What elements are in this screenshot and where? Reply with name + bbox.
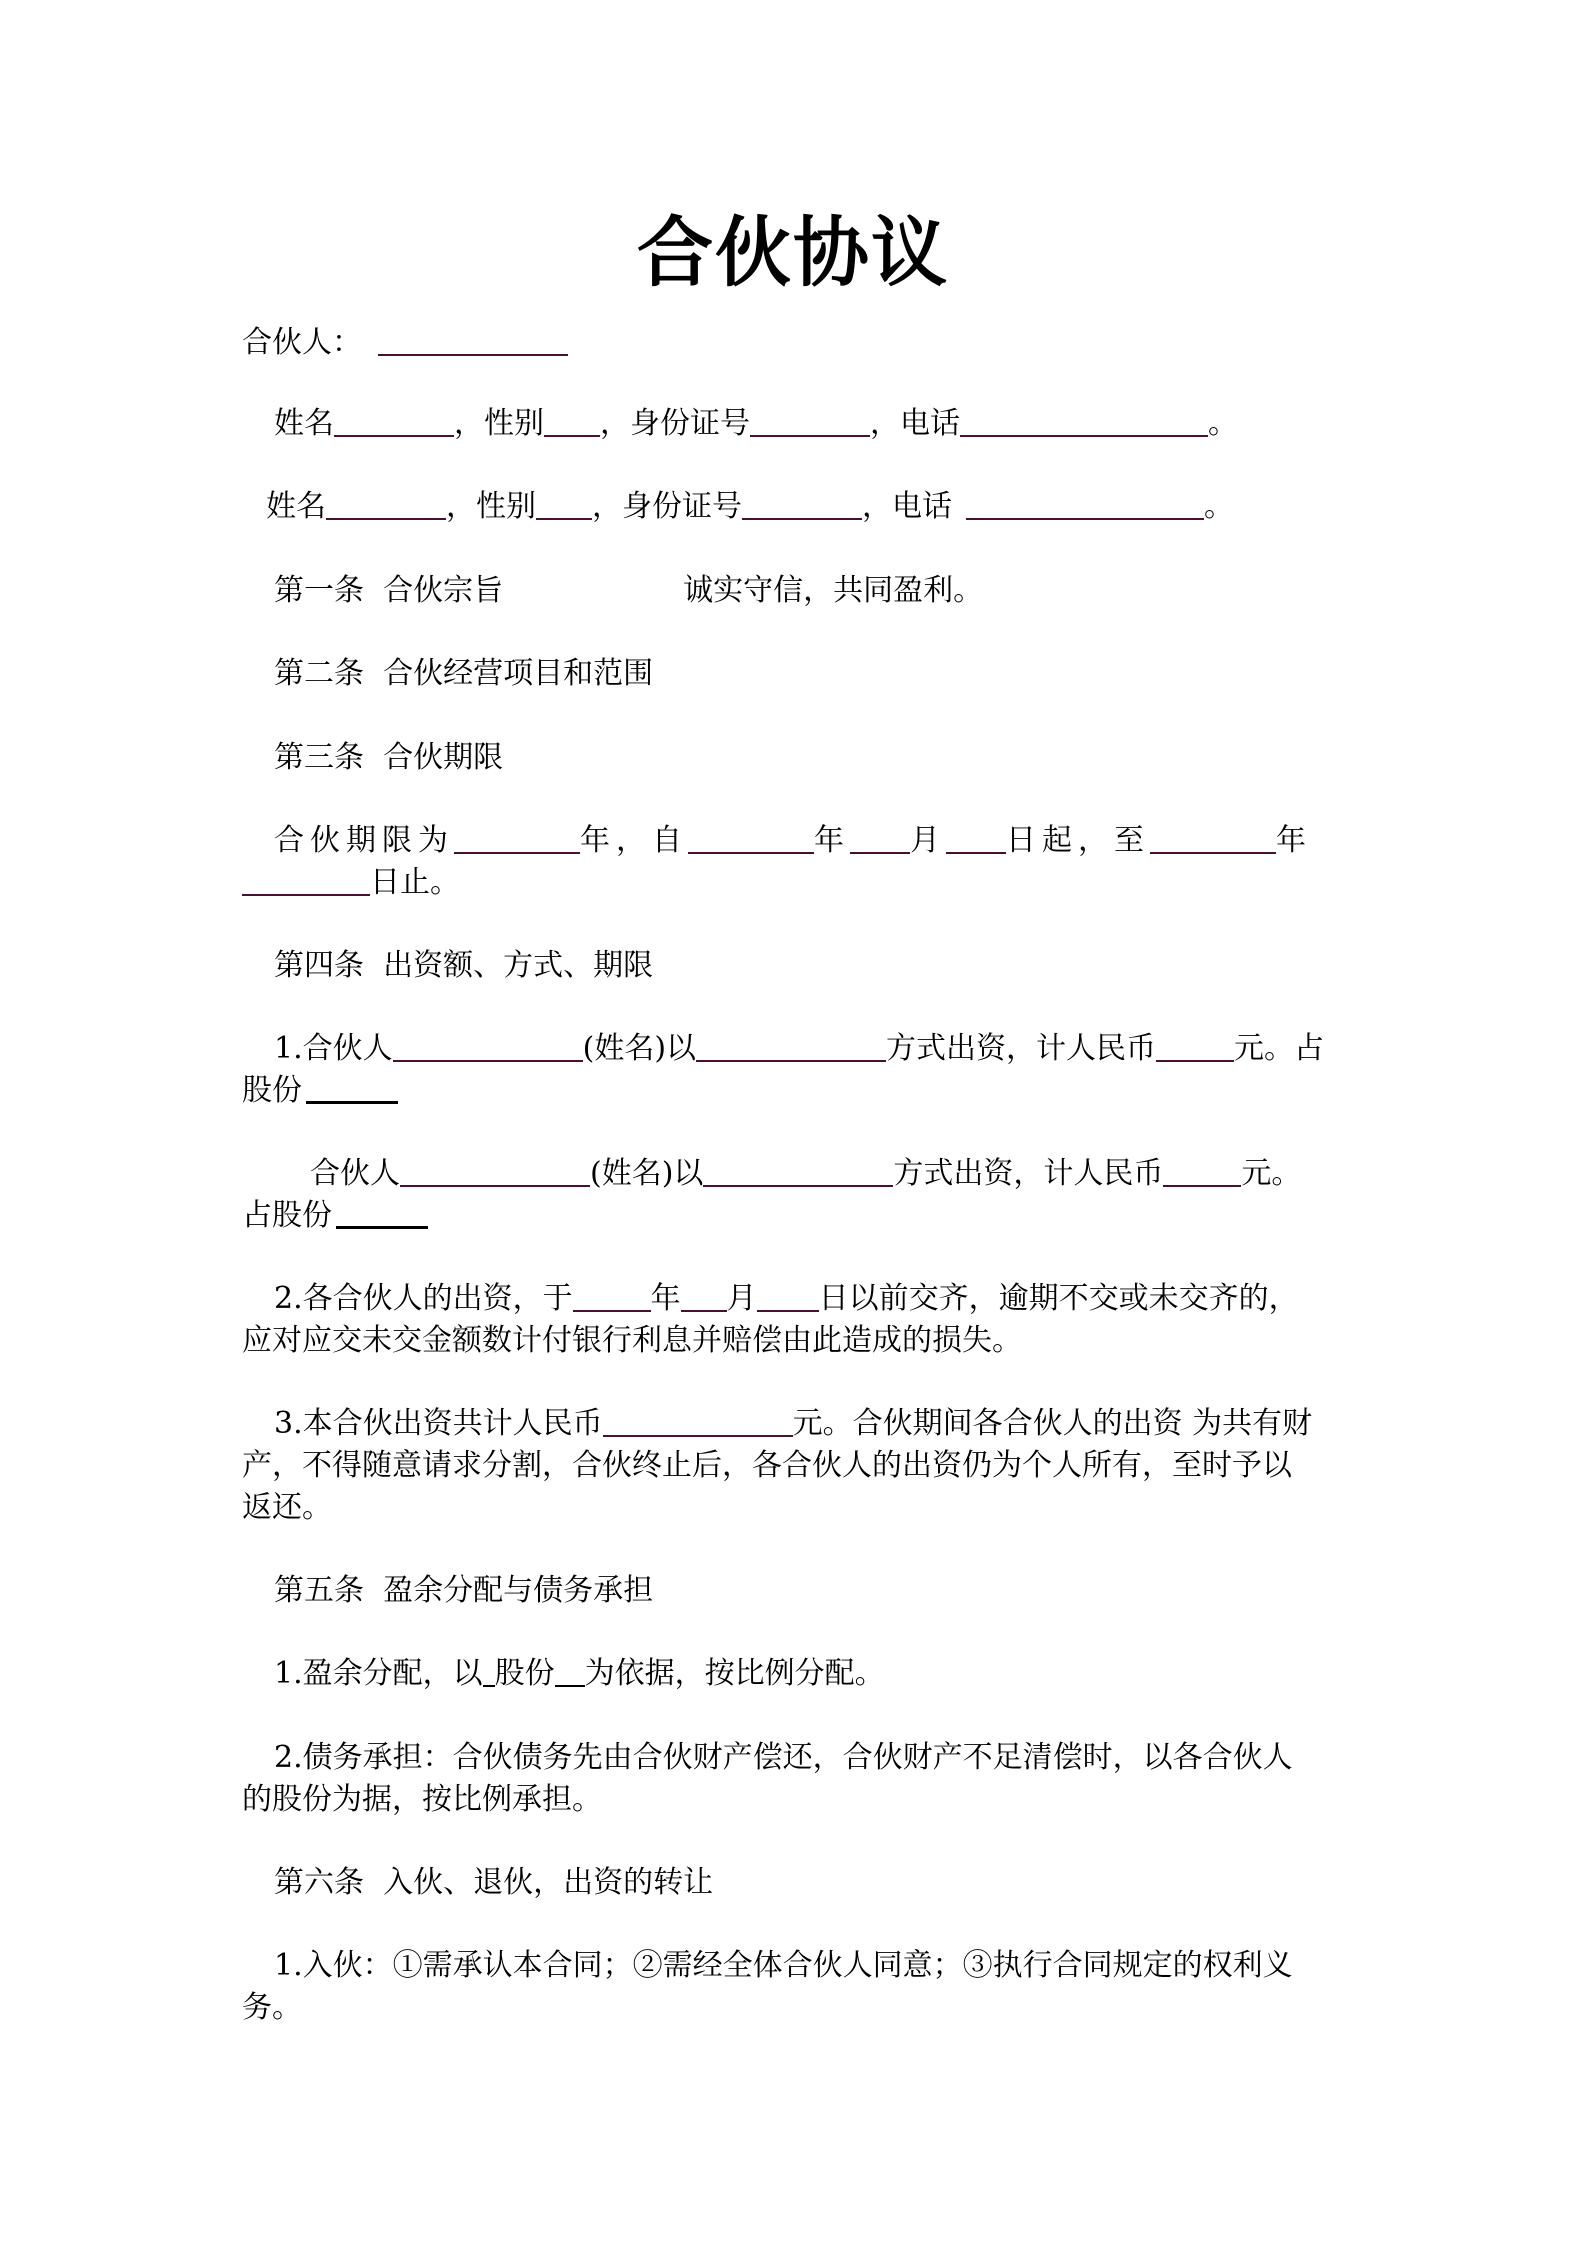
blank-right: [555, 1655, 585, 1687]
partner-name-blank[interactable]: [393, 1030, 583, 1062]
name-blank[interactable]: [326, 488, 446, 520]
p-text: 2.各合伙人的出资，于: [274, 1281, 573, 1316]
gender-label: ，性别: [454, 406, 544, 441]
term-text: 年: [814, 823, 850, 858]
p-text: 年: [650, 1281, 681, 1316]
article-4-p1-line2: [242, 1070, 1352, 1112]
article-3-heading: 第三条 合伙期限: [274, 740, 504, 775]
id-label: ，身份证号: [592, 489, 742, 524]
article-4-p3: [242, 1403, 1384, 1445]
p-text: (姓名)以: [590, 1156, 704, 1191]
article-1-content: 诚实守信，共同盈利。: [683, 573, 984, 608]
phone-blank[interactable]: [966, 488, 1204, 520]
name-label: 姓名: [266, 489, 326, 524]
article-4-p3-line3: 返还。: [242, 1490, 332, 1525]
person-1-line: [242, 403, 1384, 445]
article-6-p1-line2: 务。: [242, 1990, 302, 2025]
article-1: [242, 570, 1384, 612]
term-text: 合伙期限为: [274, 823, 454, 858]
p-text: 1.合伙人: [274, 1031, 393, 1066]
term-text: 年，自: [580, 823, 688, 858]
p-text: 元。: [1241, 1156, 1302, 1191]
period: 。: [1208, 406, 1238, 441]
phone-label: ，电话: [870, 406, 960, 441]
p-text: 元。合伙期间各合伙人的出资 为共有财: [792, 1406, 1313, 1441]
article-4-heading: 第四条 出资额、方式、期限: [274, 948, 654, 983]
id-blank[interactable]: [742, 488, 862, 520]
amount-blank[interactable]: [1163, 1155, 1241, 1187]
share-blank[interactable]: [306, 1071, 398, 1104]
id-blank[interactable]: [750, 405, 870, 437]
start-year-blank[interactable]: [688, 822, 814, 854]
article-6-p1-line1: 1.入伙：①需承认本合同；②需经全体合伙人同意；③执行合同规定的权利义: [274, 1948, 1293, 1983]
p-text: (姓名)以: [582, 1031, 697, 1066]
phone-blank[interactable]: [960, 405, 1208, 437]
period: 。: [1204, 489, 1234, 524]
partner-label: 合伙人：: [242, 325, 362, 360]
end-date-blank[interactable]: [242, 864, 370, 896]
total-amount-blank[interactable]: [603, 1405, 793, 1437]
article-4-p2: [242, 1278, 1384, 1320]
article-2-heading: 第二条 合伙经营项目和范围: [274, 656, 654, 691]
article-4-p2-line2: 应对应交未交金额数计付银行利息并赔偿由此造成的损失。: [242, 1323, 1022, 1358]
partner-blank[interactable]: [378, 324, 568, 356]
article-4-p1b-line2: [242, 1195, 1352, 1237]
p-text: 为依据，按比例分配。: [584, 1656, 885, 1691]
p-text: 股份: [494, 1656, 555, 1691]
p-text: 元。占: [1234, 1031, 1325, 1066]
article-4-p1b: [242, 1153, 1420, 1195]
name-blank[interactable]: [334, 405, 454, 437]
term-text: 月: [910, 823, 946, 858]
phone-label: ，电话: [862, 489, 952, 524]
term-end-text: 日止。: [370, 865, 460, 900]
blank-left: [483, 1655, 495, 1687]
amount-blank[interactable]: [1156, 1030, 1234, 1062]
gender-blank[interactable]: [536, 488, 592, 520]
p-text: 1.盈余分配，以: [274, 1656, 483, 1691]
end-year-blank[interactable]: [1150, 822, 1276, 854]
pay-month-blank[interactable]: [681, 1280, 727, 1312]
term-years-blank[interactable]: [454, 822, 580, 854]
partner-name-blank[interactable]: [400, 1155, 590, 1187]
pay-year-blank[interactable]: [573, 1280, 651, 1312]
name-label: 姓名: [274, 406, 334, 441]
article-3-term-line-2: [242, 862, 1352, 904]
article-5-p1: [242, 1653, 1384, 1695]
p-text: 股份: [242, 1073, 302, 1108]
partner-line: [242, 322, 1352, 364]
gender-blank[interactable]: [544, 405, 600, 437]
article-5-p2-line2: 的股份为据，按比例承担。: [242, 1782, 602, 1817]
gender-label: ，性别: [446, 489, 536, 524]
p-text: 占股份: [242, 1198, 332, 1233]
p-text: 3.本合伙出资共计人民币: [274, 1406, 603, 1441]
pay-day-blank[interactable]: [757, 1280, 819, 1312]
p-text: 方式出资，计人民币: [893, 1156, 1164, 1191]
p-text: 方式出资，计人民币: [886, 1031, 1157, 1066]
p-text: 月: [726, 1281, 757, 1316]
share-blank[interactable]: [336, 1196, 428, 1229]
start-month-blank[interactable]: [850, 822, 910, 854]
article-6-heading: 第六条 入伙、退伙，出资的转让: [274, 1865, 714, 1900]
start-day-blank[interactable]: [946, 822, 1006, 854]
method-blank[interactable]: [696, 1030, 886, 1062]
term-text: 日起，至: [1006, 823, 1150, 858]
p-text: 日以前交齐，逾期不交或未交齐的，: [818, 1281, 1299, 1316]
id-label: ，身份证号: [600, 406, 750, 441]
article-4-p3-line2: 产，不得随意请求分割，合伙终止后，各合伙人的出资仍为个人所有，至时予以: [242, 1448, 1292, 1483]
article-1-heading: 第一条 合伙宗旨: [274, 573, 504, 608]
p-text: 合伙人: [310, 1156, 400, 1191]
term-text: 年: [1276, 823, 1312, 858]
article-5-heading: 第五条 盈余分配与债务承担: [274, 1573, 654, 1608]
method-blank[interactable]: [703, 1155, 893, 1187]
document-title: 合伙协议: [637, 208, 949, 297]
person-2-line: [242, 486, 1376, 528]
article-4-p1: [242, 1028, 1384, 1070]
article-5-p2-line1: 2.债务承担：合伙债务先由合伙财产偿还，合伙财产不足清偿时，以各合伙人: [274, 1740, 1293, 1775]
article-3-term-line: [242, 820, 1384, 862]
